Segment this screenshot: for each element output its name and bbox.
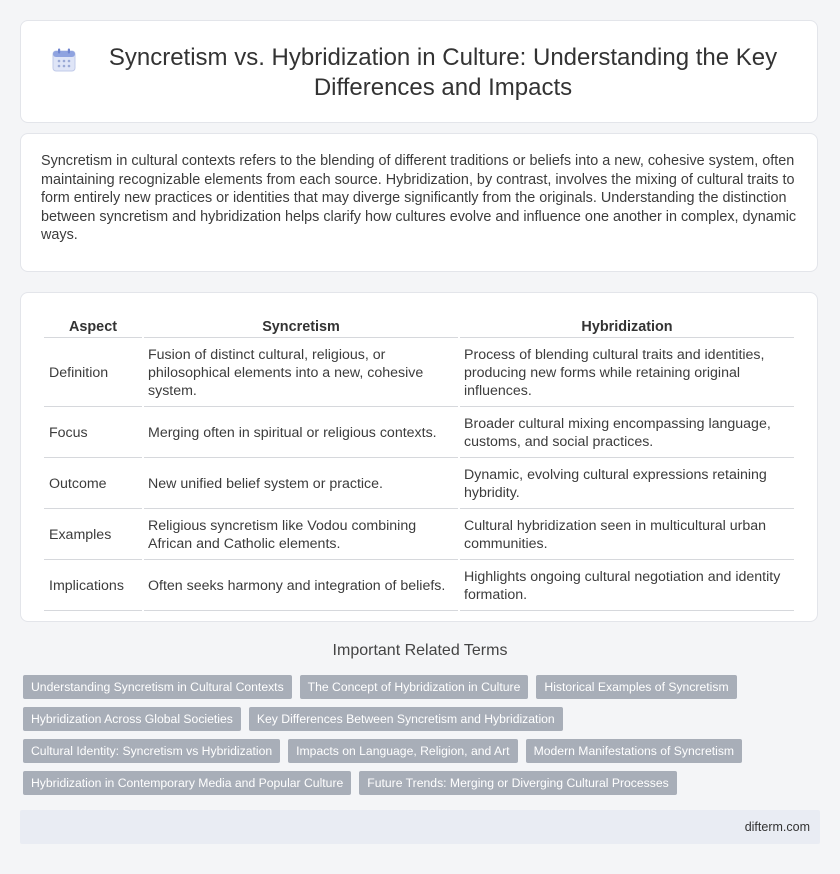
table-row	[44, 340, 794, 407]
intro-card	[20, 133, 818, 272]
table-cell-syncretism: New unified belief system or practice.	[144, 460, 458, 509]
column-header-hybridization: Hybridization	[460, 315, 794, 338]
title-card	[20, 20, 818, 123]
table-row	[44, 562, 794, 611]
related-terms-list	[23, 675, 823, 795]
table-cell-syncretism: Religious syncretism like Vodou combining African and Catholic elements.	[144, 511, 458, 560]
table-cell-aspect: Implications	[44, 562, 142, 611]
table-cell-hybridization: Process of blending cultural traits and identities, producing new forms while retaining original influences.	[460, 340, 794, 407]
footer-site-link[interactable]: difterm.com	[744, 820, 810, 834]
related-term-link[interactable]: Cultural Identity: Syncretism vs Hybridization	[23, 739, 280, 763]
table-cell-aspect: Examples	[44, 511, 142, 560]
table-row	[44, 409, 794, 458]
table-header-row	[44, 315, 794, 338]
table-cell-syncretism: Merging often in spiritual or religious contexts.	[144, 409, 458, 458]
table-cell-aspect: Focus	[44, 409, 142, 458]
related-term-link[interactable]: The Concept of Hybridization in Culture	[300, 675, 529, 699]
intro-paragraph: Syncretism in cultural contexts refers to the blending of different traditions or beliefs into a new, cohesive system, often maintaining recognizable elements from each source. Hybridization, by contrast, involves the mixing of cultural traits to form entirely new practices or identities that may diverge significantly from the originals. Understanding the distinction between syncretism and hybridization helps clarify how cultures evolve and influence one another in complex, dynamic ways.	[41, 153, 797, 243]
related-term-link[interactable]: Modern Manifestations of Syncretism	[526, 739, 743, 763]
table-cell-syncretism: Often seeks harmony and integration of beliefs.	[144, 562, 458, 611]
table-cell-hybridization: Broader cultural mixing encompassing language, customs, and social practices.	[460, 409, 794, 458]
related-term-link[interactable]: Hybridization Across Global Societies	[23, 707, 241, 731]
table-cell-aspect: Outcome	[44, 460, 142, 509]
related-term-link[interactable]: Future Trends: Merging or Diverging Cultural Processes	[359, 771, 676, 795]
table-cell-hybridization: Dynamic, evolving cultural expressions retaining hybridity.	[460, 460, 794, 509]
column-header-syncretism: Syncretism	[144, 315, 458, 338]
related-term-link[interactable]: Key Differences Between Syncretism and Hybridization	[249, 707, 563, 731]
related-terms-title: Important Related Terms	[332, 642, 508, 659]
related-term-link[interactable]: Historical Examples of Syncretism	[536, 675, 736, 699]
table-cell-aspect: Definition	[44, 340, 142, 407]
comparison-table	[42, 313, 796, 613]
table-row	[44, 460, 794, 509]
table-cell-hybridization: Highlights ongoing cultural negotiation and identity formation.	[460, 562, 794, 611]
table-cell-syncretism: Fusion of distinct cultural, religious, or philosophical elements into a new, cohesive system.	[144, 340, 458, 407]
column-header-aspect: Aspect	[44, 315, 142, 338]
calendar-icon	[51, 47, 77, 73]
footer	[20, 810, 820, 844]
related-term-link[interactable]: Impacts on Language, Religion, and Art	[288, 739, 517, 763]
related-term-link[interactable]: Understanding Syncretism in Cultural Contexts	[23, 675, 292, 699]
page-title: Syncretism vs. Hybridization in Culture: Understanding the Key Differences and Impacts	[108, 44, 778, 101]
comparison-card	[20, 292, 818, 622]
related-term-link[interactable]: Hybridization in Contemporary Media and Popular Culture	[23, 771, 351, 795]
table-row	[44, 511, 794, 560]
table-cell-hybridization: Cultural hybridization seen in multicultural urban communities.	[460, 511, 794, 560]
